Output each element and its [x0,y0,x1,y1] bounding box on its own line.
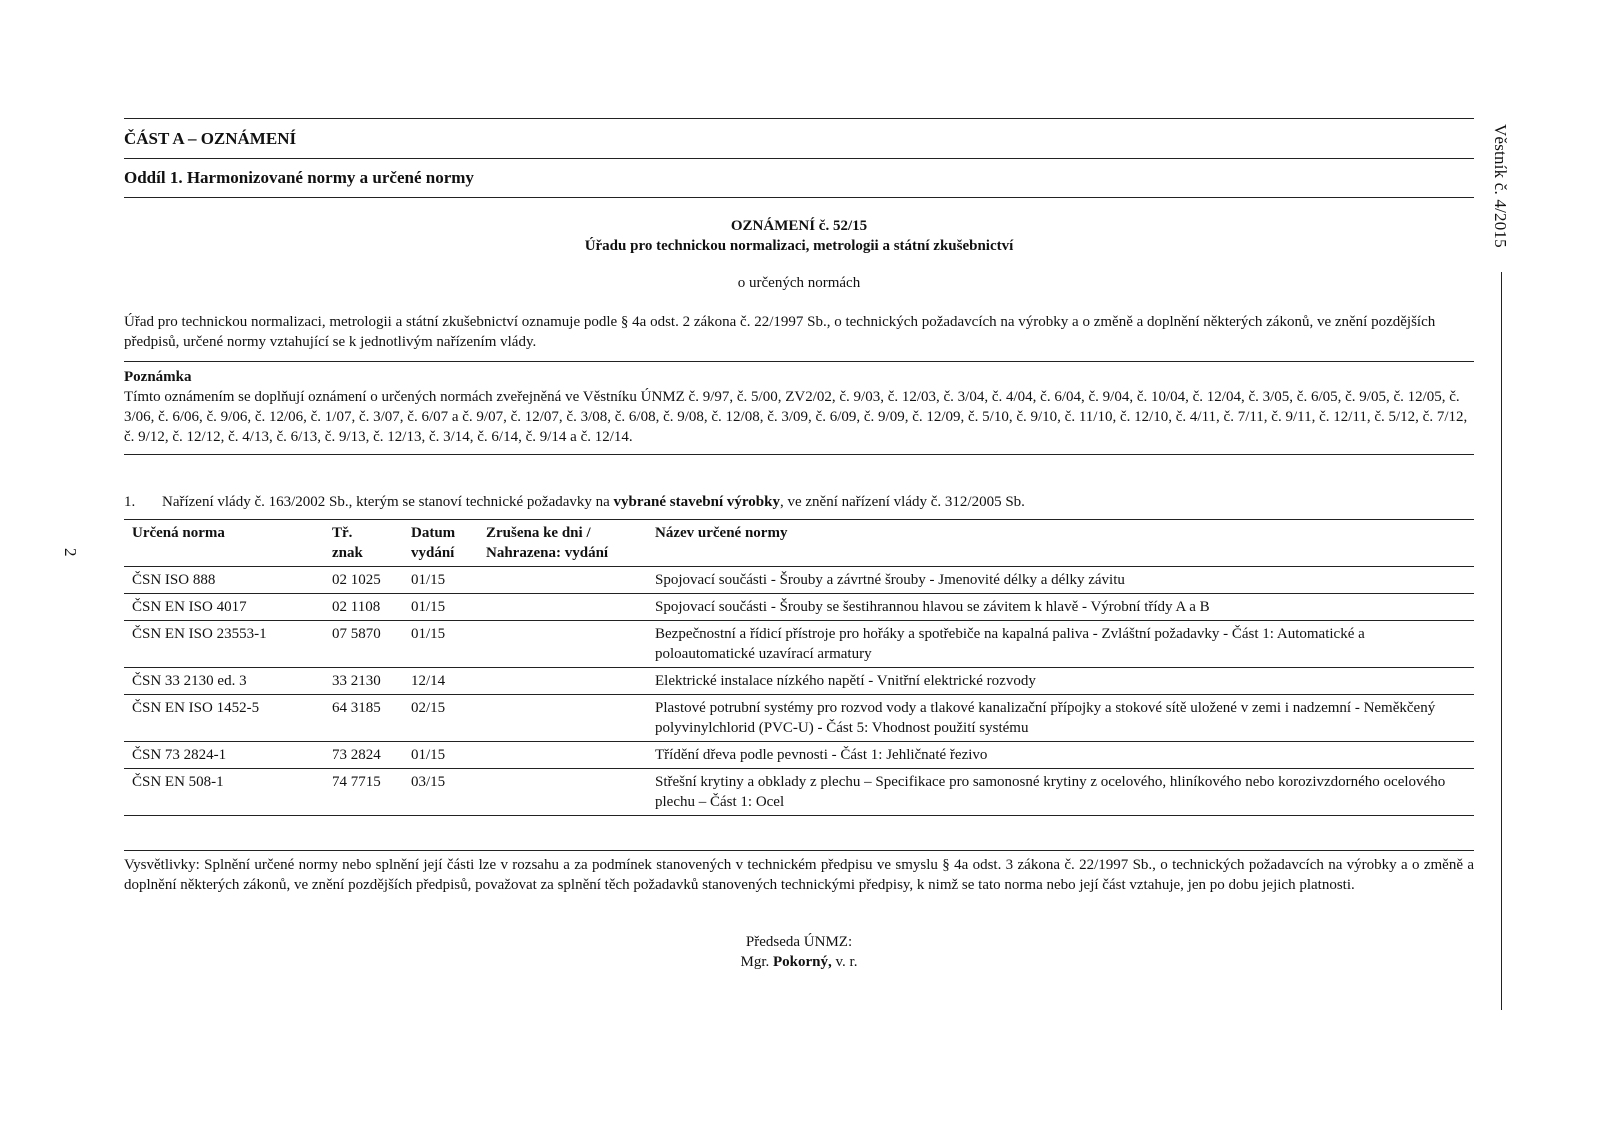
cell-name: Třídění dřeva podle pevnosti - Část 1: Jehličnaté řezivo [647,742,1474,769]
side-divider [1501,272,1502,1010]
item-number: 1. [124,494,136,510]
cell-norm: ČSN 33 2130 ed. 3 [124,668,324,695]
cell-name: Střešní krytiny a obklady z plechu – Specifikace pro samonosné krytiny z ocelového, hliníkového nebo korozivzdorného ocelového plechu – Část 1: Ocel [655,774,1446,810]
header-date [403,520,478,567]
cell-name: Elektrické instalace nízkého napětí - Vnitřní elektrické rozvody [647,668,1474,695]
cell-norm: ČSN EN ISO 23553-1 [124,621,324,668]
signature-name-line [124,952,1474,972]
rule [124,197,1474,198]
rule [124,454,1474,455]
cell-class: 73 2824 [324,742,403,769]
note-label: Poznámka [124,369,192,385]
signature-block [124,932,1474,972]
notice-title: OZNÁMENÍ č. 52/15 [730,218,868,234]
explanation-paragraph: Vysvětlivky: Splnění určené normy nebo splnění její části lze v rozsahu a za podmínek stanovených v technickém předpisu ve smyslu § 4a odst. 3 zákona č. 22/1997 Sb., o technických požadavcích na výrobky a o změně a doplnění některých zákonů, ve znění pozdějších předpisů, považovat za splnění těch požadavků stanovených technickými předpisy, k nimž se tato norma nebo její část vztahuje, jen po dobu jejich platnosti. [124,850,1474,895]
cell-name: Bezpečnostní a řídicí přístroje pro hořáky a spotřebiče na kapalná paliva - Zvláštní požadavky - Část 1: Automatické a poloautomatické uzavírací armatury [647,621,1474,668]
cell-cancel [478,594,647,621]
cell-date: 12/14 [403,668,478,695]
cell-norm: ČSN EN ISO 4017 [124,594,324,621]
page-number: 2 [61,548,80,557]
header-name: Název určené normy [647,520,1474,567]
signature-role: Předseda ÚNMZ: [745,934,853,950]
signature-name: Pokorný, [773,954,832,970]
table-row [124,621,1474,668]
cell-name: Spojovací součásti - Šrouby se šestihrannou hlavou se závitem k hlavě - Výrobní třídy A a B [647,594,1474,621]
cell-date: 01/15 [403,742,478,769]
note-text: Tímto oznámením se doplňují oznámení o určených normách zveřejněná ve Věstníku ÚNMZ č. 9/97, č. 5/00, ZV2/02, č. 9/03, č. 12/03, č. 3/04, č. 4/04, č. 6/04, č. 9/04, č. 10/04, č. 12/04, č. 3/05, č. 6/05, č. 9/05, č. 12/05, č. 3/06, č. 6/06, č. 9/06, č. 12/06, č. 1/07, č. 3/07, č. 6/07 a č. 9/07, č. 12/07, č. 3/08, č. 6/08, č. 9/08, č. 12/08, č. 3/09, č. 6/09, č. 9/09, č. 12/09, č. 5/10, č. 9/10, č. 11/10, č. 12/10, č. 4/11, č. 7/11, č. 9/11, č. 12/11, č. 5/12, č. 7/12, č. 9/12, č. 12/12, č. 4/13, č. 6/13, č. 9/13, č. 12/13, č. 3/14, č. 6/14, č. 9/14 a č. 12/14. [124,389,1468,445]
cell-date: 02/15 [403,695,478,742]
header-cancel-line2: Nahrazena: vydání [486,545,609,561]
rule [124,361,1474,362]
cell-class: 33 2130 [324,668,403,695]
table-row [124,742,1474,769]
cell-date: 03/15 [411,774,446,790]
cell-class: 74 7715 [332,774,381,790]
table-row [124,567,1474,594]
section-title: Oddíl 1. Harmonizované normy a určené normy [124,168,474,187]
cell-date: 01/15 [403,594,478,621]
header-norm: Určená norma [124,520,324,567]
header-date-line1: Datum [411,525,456,541]
cell-cancel [478,567,647,594]
table-row [124,769,1474,816]
header-class [324,520,403,567]
cell-date: 01/15 [403,621,478,668]
cell-date: 01/15 [403,567,478,594]
header-cancel [478,520,647,567]
cell-cancel [478,769,647,816]
cell-cancel [478,621,647,668]
part-title: ČÁST A – OZNÁMENÍ [124,129,297,148]
notice-subtitle: Úřadu pro technickou normalizaci, metrologii a státní zkušebnictví [584,238,1014,254]
notice-about: o určených normách [737,275,861,291]
cell-name: Spojovací součásti - Šrouby a závrtné šrouby - Jmenovité délky a délky závitu [647,567,1474,594]
cell-norm: ČSN EN ISO 1452-5 [124,695,324,742]
table-row [124,594,1474,621]
signature-prefix: Mgr. [740,954,774,970]
table-header-row [124,520,1474,567]
cell-norm: ČSN 73 2824-1 [124,742,324,769]
table-row [124,695,1474,742]
item-text-bold: vybrané stavební výrobky [613,494,780,510]
header-class-line2: znak [332,545,363,561]
cell-cancel [478,695,647,742]
item-text-after: , ve znění nařízení vlády č. 312/2005 Sb. [779,494,1025,510]
cell-class: 64 3185 [324,695,403,742]
cell-norm: ČSN EN 508-1 [132,774,224,790]
regulation-item [124,492,1474,512]
item-text [162,492,1025,512]
cell-class: 07 5870 [324,621,403,668]
intro-paragraph: Úřad pro technickou normalizaci, metrologii a státní zkušebnictví oznamuje podle § 4a odst. 2 zákona č. 22/1997 Sb., o technických požadavcích na výrobky a o změně a doplnění některých zákonů, ve znění pozdějších předpisů, určené normy vztahující se k jednotlivým nařízením vlády. [124,314,1436,350]
cell-norm: ČSN ISO 888 [124,567,324,594]
cell-name: Plastové potrubní systémy pro rozvod vody a tlakové kanalizační přípojky a stokové sítě uložené v zemi i nadzemní - Neměkčený polyvinylchlorid (PVC-U) - Část 5: Vhodnost použití systému [647,695,1474,742]
cell-class: 02 1108 [324,594,403,621]
header-date-line2: vydání [411,545,455,561]
document-body [124,118,1474,972]
signature-suffix: v. r. [831,954,858,970]
table-row [124,668,1474,695]
header-cancel-line1: Zrušena ke dni / [486,525,591,541]
journal-issue-label: Věstník č. 4/2015 [1491,124,1510,248]
cell-cancel [478,742,647,769]
item-text-before: Nařízení vlády č. 163/2002 Sb., kterým se stanoví technické požadavky na [162,494,614,510]
cell-class: 02 1025 [324,567,403,594]
header-class-line1: Tř. [332,525,353,541]
cell-cancel [478,668,647,695]
norms-table [124,519,1474,816]
